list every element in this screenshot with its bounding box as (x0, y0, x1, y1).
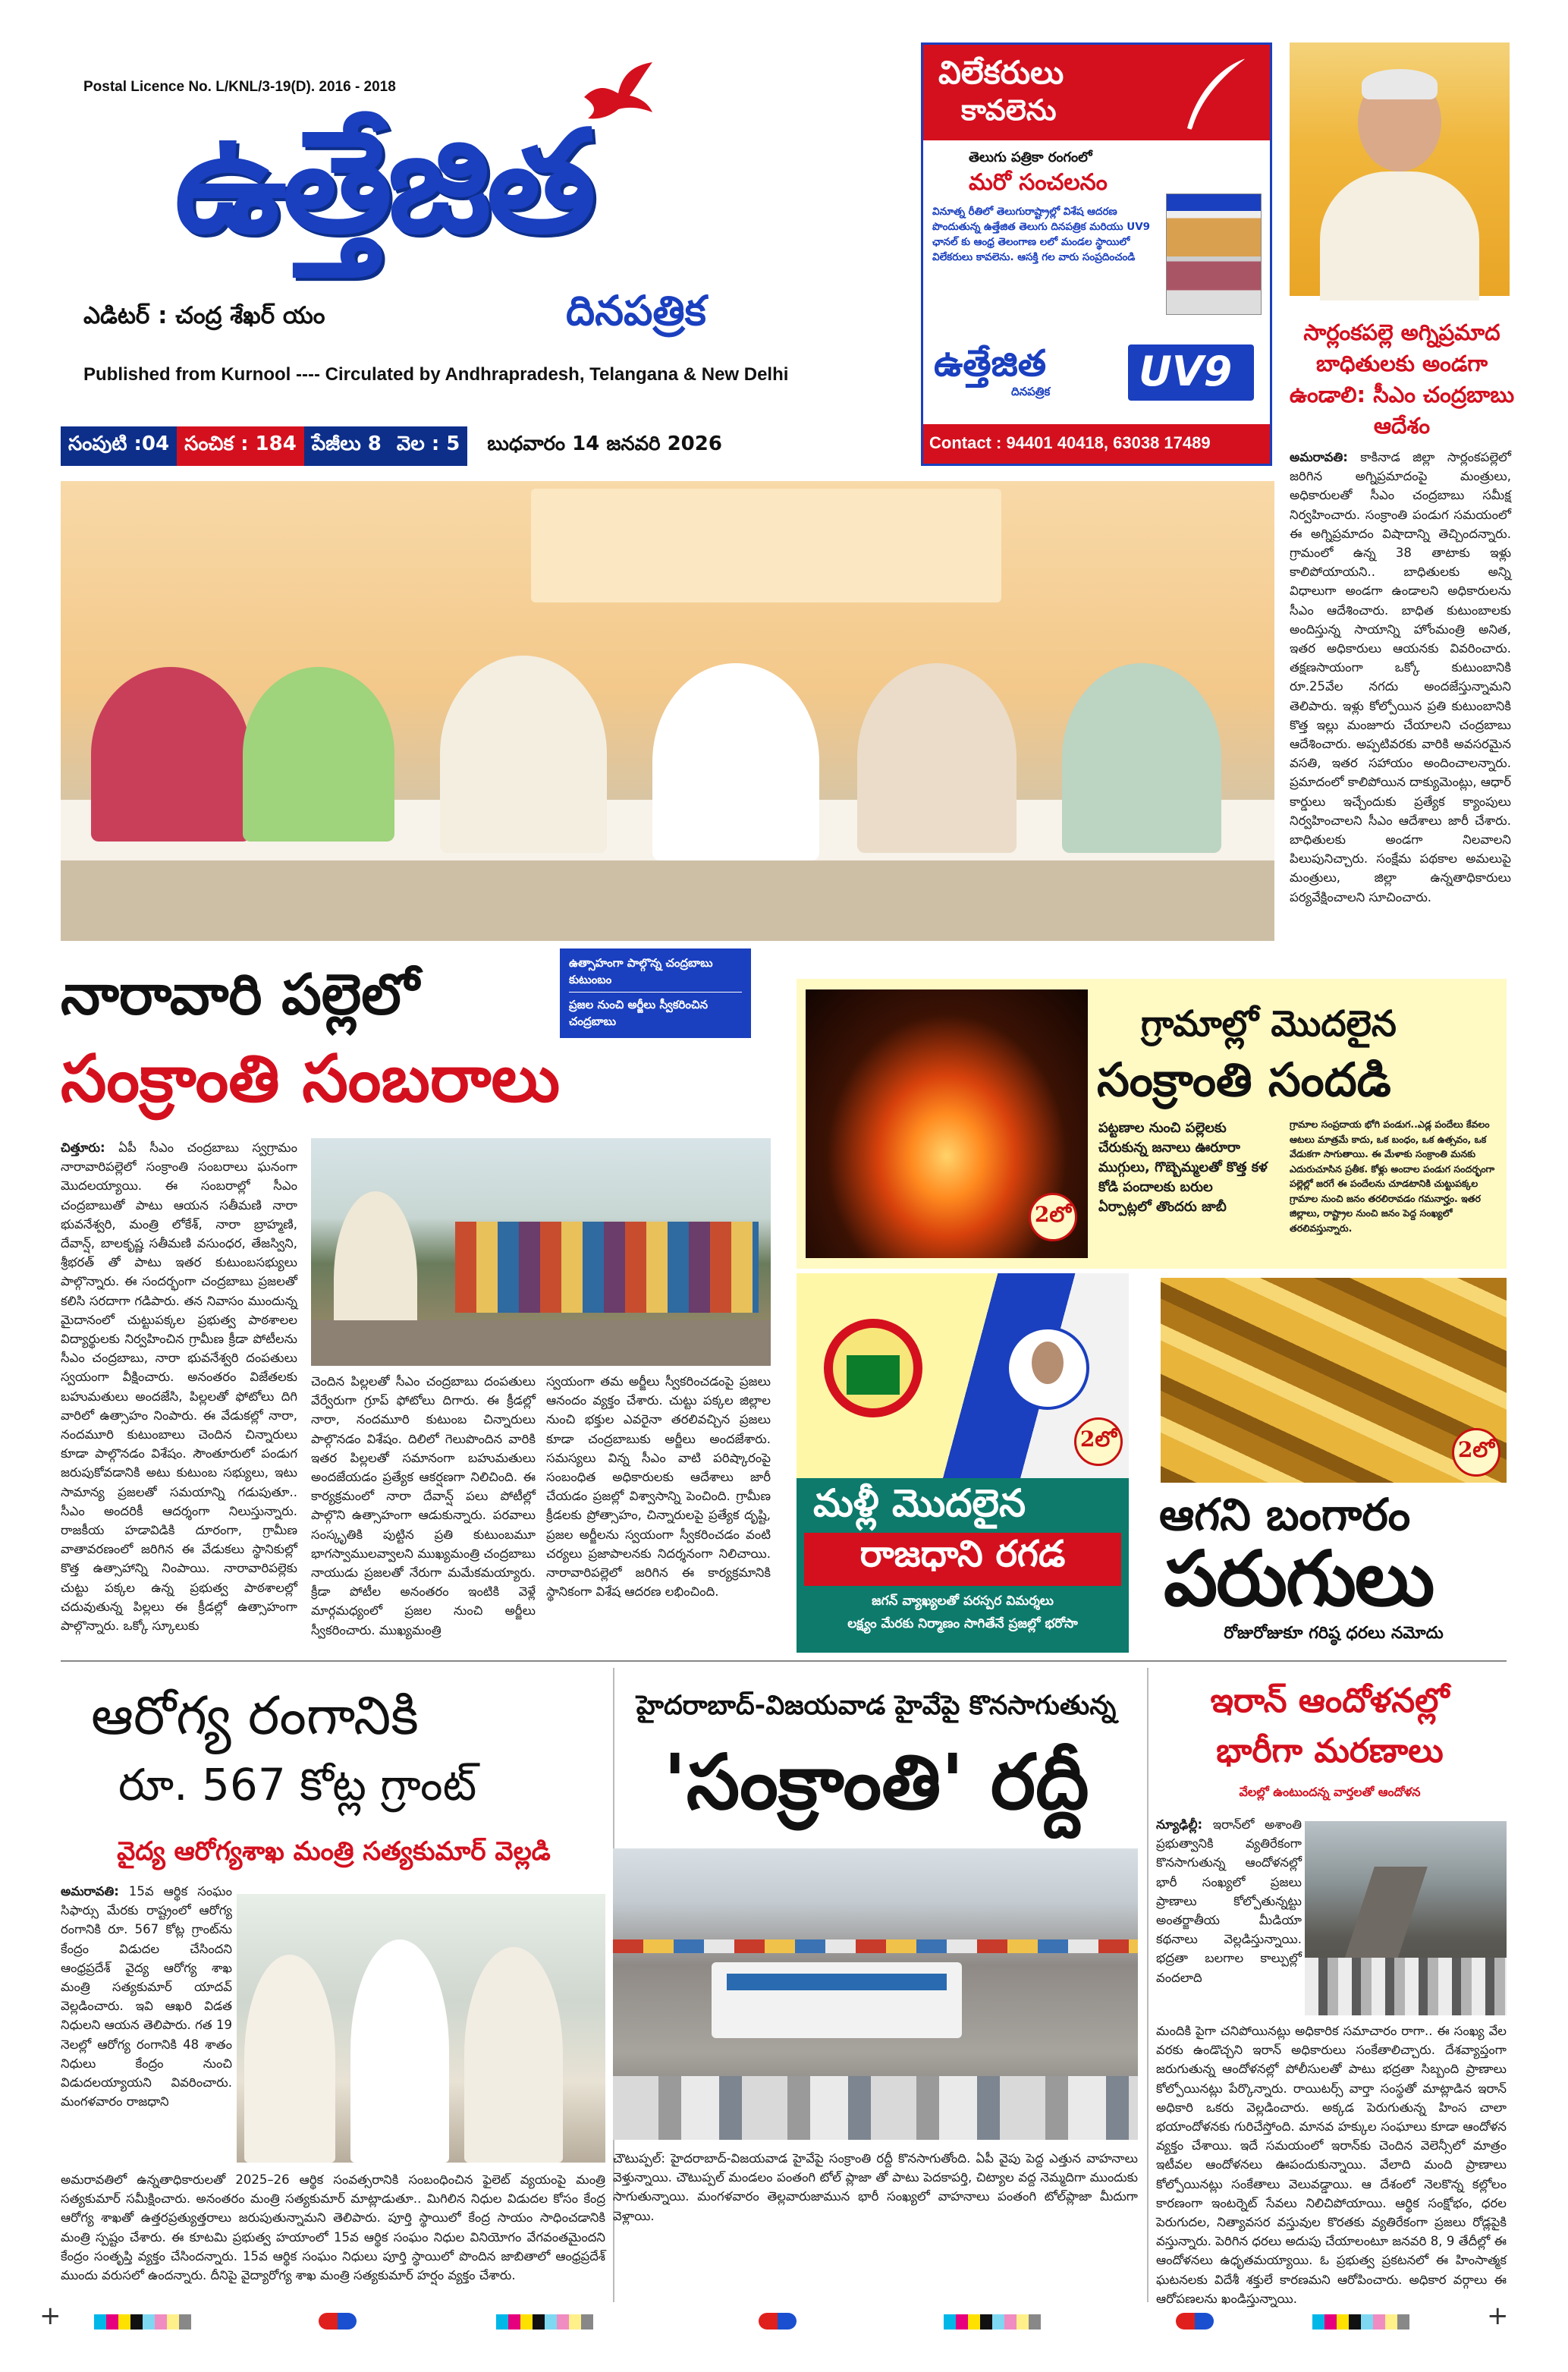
gold-headline-2: పరుగులు (1164, 1534, 1434, 1623)
postal-licence: Postal Licence No. L/KNL/3-19(D). 2016 - 2018 (83, 79, 396, 95)
ad-logo-sub: దినపత్రిక (1011, 385, 1051, 398)
health-headline-1: ఆరోగ్య రంగానికి (91, 1685, 419, 1747)
uv9-logo (1128, 344, 1254, 401)
masthead-title: ఉత్తేజిత (174, 99, 592, 264)
issue-label: సంచిక : 184 (177, 426, 304, 466)
health-dateline: అమరావతి: (61, 1884, 119, 1899)
color-bar-2 (496, 2314, 593, 2330)
lead-dateline: చిత్తూరు: (61, 1140, 105, 1155)
date-label: బుధవారం 14 జనవరి 2026 (467, 426, 893, 466)
lead-col-1 (61, 1138, 297, 1639)
capital-sub-1: జగన్ వ్యాఖ్యలతో పరస్పర విమర్శలు (872, 1593, 1054, 1609)
lead-headline-1: నారావారి పల్లెలో (61, 962, 419, 1027)
cm-portrait-photo (1290, 42, 1510, 296)
lead-col-3: స్వయంగా తమ అర్జీలు స్వీకరించడంపై ప్రజలు ఆనందం వ్యక్తం చేశారు. చుట్టు పక్కల జిల్లాల నుంచి భక్తుల ఎవరైనా తరలివచ్చిన ప్రజలు కూడా చంద్రబాబుకు అర్జీలు అందజేశారు. సమస్యలు విన్న సీఎం వాటి పరిష్కారంపై సంబంధిత అధికారులకు ఆదేశాలు జారీ చేయడం ప్రజల్లో విశ్వాసాన్ని పెంచింది. గ్రామీణ క్రీడలకు ప్రోత్సాహం, చిన్నారులపై ప్రత్యేక దృష్టి, ప్రజల అర్జీలను స్వయంగా స్వీకరించడం వంటి చర్యలు ప్రజాపాలనకు నిదర్శనంగా నిలిచాయి. నారావారిపల్లెలో జరిగిన ఈ కార్యక్రమానికి స్థానికంగా విశేష ఆదరణ లభించింది. (546, 1374, 771, 1600)
lead-headline-2: సంక్రాంతి సంబరాలు (61, 1041, 561, 1117)
gold-page-ref: 2లో (1452, 1428, 1500, 1477)
traffic-kicker: హైదరాబాద్-విజయవాడ హైవేపై కొనసాగుతున్న (636, 1691, 1117, 1721)
capital-headline-2: రాజధాని రగడ (804, 1533, 1121, 1586)
lead-side-note (560, 948, 751, 1038)
gold-sub: రోజురోజుకూ గరిష్ఠ ధరలు నమోదు (1224, 1624, 1444, 1643)
published-line: Published from Kurnool ---- Circulated by Andhrapradesh, Telangana & New Delhi (83, 364, 789, 385)
ad-heading-2: కావలెను (961, 93, 1057, 127)
village-headline-1: గ్రామాల్లో మొదలైన (1141, 1003, 1397, 1045)
lead-col-2: చెందిన పిల్లలతో సీఎం చంద్రబాబు దంపతులు వేర్వేరుగా గ్రూప్ ఫోటోలు దిగారు. ఈ క్రీడల్లో నారా, నందమూరి కుటుంబ చిన్నారులు పాల్గొనడం విశేషం. దిలిలో గెలుపొందిన వారికి ఇతర పిల్లలతో సమానంగా బహుమతులు అందజేయడం ప్రత్యేక ఆకర్షణగా నిలిచింది. ఈ కార్యక్రమంలో నారా దేవాన్ష్ పలు పోటీల్లో పాల్గొని ఉత్సాహంగా ఆడుకున్నారు. పరవాలు సంస్కృతికి పుట్టిన ప్రతి కుటుంబమూ భాగస్వాములవ్వాలని ముఖ్యమంత్రి చంద్రబాబు నాయుడు ప్రజలతో నేరుగా మమేకమయ్యారు. క్రీడా పోటీల అనంతరం ఇంటికి వెళ్లే మార్గమధ్యంలో ప్రజల నుంచి అర్జీలు స్వీకరించారు. ముఖ్యమంత్రి (311, 1374, 536, 1637)
health-bottom-text: అమరావతిలో ఉన్నతాధికారులతో 2025–26 ఆర్థిక సంవత్సరానికి సంబంధించిన ఫైలెట్ వ్యయంపై మంత్రి సత్యకుమార్ సమీక్షించారు. అనంతరం మంత్రి సత్యకుమార్ మాట్లాడుతూ.. మిగిలిన నిధుల విడుదల కోసం కేంద్ర ఆరోగ్య శాఖతో ఉత్తరప్రత్యుత్తరాలు జరుపుతున్నామని తెలిపారు. పూర్తి స్థాయిలో కేంద్ర సాయం సాధించడానికి మంత్రి స్పష్టం చేశారు. ఈ కూటమి ప్రభుత్వ హయాంలో 15వ ఆర్థిక సంఘం నిధుల వినియోగం వేగవంతమైందని కేంద్రం సంతృప్తి వ్యక్తం చేసిందన్నారు. 15వ ఆర్థిక సంఘం నిధులు పూర్తి స్థాయిలో పొందిన జాబితాలో ఆంధ్రప్రదేశ్ ముందు వరుసలో ఉందన్నారు. దీనిపై వైద్యారోగ్య శాఖ మంత్రి సత్యకుమార్ హర్షం వ్యక్తం చేశారు. (61, 2172, 605, 2283)
ad-newspaper-thumbnail (1166, 193, 1262, 315)
traffic-photo (613, 1848, 1138, 2140)
iran-photo (1305, 1821, 1507, 2015)
village-col-2: గ్రామాల సంప్రదాయ భోగి పండుగ..ఎడ్ల పందేలు కేవలం ఆటలు మాత్రమే కాదు, ఒక బంధం, ఒక ఉత్సవం, ఒక వేడుకగా సాగుతాయి. ఈ మేళాకు సంక్రాంతి మనకు ఎదురుచూసిన ప్రతీక. కోళ్లు అందాల పండుగ సందర్భంగా పల్లెల్లో జరగే ఈ పందేలను చూడటానికి చుట్టుపక్కల గ్రామాల నుంచి జనం తరలిరావడం గమనార్హం. ఇతర జిల్లాలు, రాష్ట్రాల నుంచి జనం పెద్ద సంఖ్యలో తరలివస్తున్నారు. (1290, 1118, 1495, 1234)
issue-bar (61, 426, 893, 466)
traffic-headline: 'సంక్రాంతి' రద్దీ (663, 1738, 1089, 1826)
side-story-text: కాకినాడ జిల్లా సార్లంకపల్లెలో జరిగిన అగ్నిప్రమాదంపై మంత్రులు, అధికారులతో సీఎం చంద్రబాబు సమీక్ష నిర్వహించారు. సంక్రాంతి పండుగ సమయంలో ఈ అగ్నిప్రమాదం విషాదాన్ని తెచ్చిందన్నారు. గ్రామంలో ఉన్న 38 తాటాకు ఇళ్లు కాలిపోయాయని.. బాధితులకు అన్ని విధాలుగా అండగా ఉండాలని అధికారులను సీఎం ఆదేశించారు. బాధిత కుటుంబాలకు అందిస్తున్న సాయాన్ని హోంమంత్రి అనిత, ఇతర అధికారులు ఆయనకు వివరించారు. తక్షణసాయంగా ఒక్కో కుటుంబానికి రూ.25వేల నగదు అందజేస్తున్నామని తెలిపారు. ఇళ్లు కోల్పోయిన ప్రతి కుటుంబానికి కొత్త ఇల్లు మంజూరు చేయాలని చంద్రబాబు ఆదేశించారు. అప్పటివరకు వారికి అవసరమైన వసతి, ఇతర సహాయం అందించాలన్నారు. ప్రమాదంలో కాలిపోయిన దాక్యుమెంట్లు, ఆధార్ కార్డులు ఇచ్చేందుకు ప్రత్యేక క్యాంపులు నిర్వహించాలని సీఎం ఆదేశాలు జారీ చేశారు. బాధితులకు అండగా నిలవాలని పిలుపునిచ్చారు. సంక్షేమ పథకాల అమలుపై మంత్రులు, జిల్లా ఉన్నతాధికారులు పర్యవేక్షించాలని సూచించారు. (1290, 450, 1511, 904)
volume-label: సంపుటి :04 (61, 426, 177, 466)
pages-label: పేజీలు 8 (304, 426, 389, 466)
iran-sub: వేలల్లో ఉంటుందన్న వార్తలతో ఆందోళన (1239, 1785, 1421, 1799)
ad-contact: Contact : 94401 40418, 63038 17489 (923, 424, 1270, 464)
ad-logo-name: ఉత్తేజిత (934, 342, 1047, 385)
side-story-body (1290, 448, 1511, 961)
color-bar-4 (1312, 2314, 1409, 2330)
iran-col-1-text: ఇరాన్‌లో అశాంతి ప్రభుత్వానికి వ్యతిరేకంగా కొనసాగుతున్న ఆందోళనల్లో భారీ సంఖ్యలో ప్రజలు ప్రాణాలు కోల్పోతున్నట్టు అంతర్జాతీయ మీడియా కథనాలు వెల్లడిస్తున్నాయి. భద్రతా బలగాల కాల్పుల్లో వందలాది (1156, 1817, 1302, 1985)
iran-headline-1: ఇరాన్ ఆందోళనల్లో (1210, 1681, 1450, 1720)
lead-col-1-text: ఏపీ సీఎం చంద్రబాబు స్వగ్రామం నారావారిపల్లెలో సంక్రాంతి సంబరాలు ఘనంగా మొదలయ్యాయి. ఈ సంబరాల్లో సీఎం చంద్రబాబుతో పాటు ఆయన సతీమణి నారా భువనేశ్వరి, మంత్రి లోకేశ్, నారా బ్రాహ్మణి, దేవాన్ష్, బాలకృష్ణ సతీమణి వసుంధర, తేజస్విని, శ్రీభరత్ తో పాటు ఇతర కుటుంబసభ్యులు పాల్గొన్నారు. ఈ సందర్భంగా చంద్రబాబు ప్రజలతో కలిసి సరదాగా గడిపారు. తన నివాసం ముందున్న మైదానంలో చుట్టుపక్కల ప్రభుత్వ పాఠశాలల విద్యార్థులకు నిర్వహించిన గ్రామీణ క్రీడా పోటీలను సీఎం చంద్రబాబు, నారా భువనేశ్వరి దంపతులు స్వయంగా వీక్షించారు. అనంతరం విజేతలకు బహుమతులు అందజేసి, పిల్లలతో ఫోటోలు దిగి వారిలో ఉత్సాహం నింపారు. ఈ వేడుకల్లో నారా, నందమూరి కుటుంబాలు చెందిన చిన్నారులు కూడా పాల్గొనడం విశేషం. సౌంతూరులో పండుగ జరుపుకోవడానికి అటు కుటుంబ సభ్యులు, ఇటు సామాన్య ప్రజలతో సమయాన్ని గడుపుతూ.. సీఎం అందరికీ ఆదర్శంగా నిలుస్తున్నారు. రాజకీయ హడావిడికి దూరంగా, గ్రామీణ వాతావరణంలో జరిగిన ఈ వేడుకలు స్థానికుల్లో కొత్త ఉత్సాహాన్ని నింపాయి. నారావారిపల్లెకు చుట్టు పక్కల ఉన్న ప్రభుత్వ పాఠశాలల్లో చదువుతున్న పిల్లలు ఈ క్రీడల్లో ఉత్సాహంగా పాల్గొన్నారు. ఒక్కో స్కూలుకు (61, 1140, 298, 1634)
health-col-1-text: 15వ ఆర్థిక సంఘం సిఫార్సు మేరకు రాష్ట్రంలో ఆరోగ్య రంగానికి రూ. 567 కోట్ల గ్రాంట్‌ను కేంద్రం విడుదల చేసిందని ఆంధ్రప్రదేశ్ వైద్య ఆరోగ్య శాఖ మంత్రి సత్యకుమార్ యాదవ్ వెల్లడించారు. ఇవి ఆఖరి విడత నిధులని ఆయన తెలిపారు. గత 19 నెలల్లో ఆరోగ్య రంగానికి 48 శాతం నిధులు కేంద్రం నుంచి విడుదలయ్యాయని వివరించారు. మంగళవారం రాజధాని (61, 1884, 232, 2109)
reporters-ad (921, 42, 1272, 466)
health-col-1 (61, 1882, 232, 2167)
iran-bottom-text: మందికి పైగా చనిపోయినట్లు అధికారిక సమాచారం రాగా.. ఈ సంఖ్య వేల వరకు ఉండొచ్చని ఇరాన్ అధికారులు సంకేతాలిచ్చారు. దేశవ్యాప్తంగా జరుగుతున్న ఆందోళనల్లో పోలీసులతో పాటు భద్రతా సిబ్బంది ప్రాణాలు కోల్పోయినట్లు పేర్కొన్నారు. రాయిటర్స్ వార్తా సంస్థతో మాట్లాడిన ఇరాన్ అధికారి ఒకరు వెల్లడించారు. అక్కడ పెరుగుతున్న హింస చాలా భయాందోళనకు గురిచేస్తోంది. మానవ హక్కుల సంఘాలు కూడా ఆందోళన వ్యక్తం చేశాయి. ఇదే సమయంలో ఇరాన్‌కు చెందిన వెలెన్సీలో మాత్రం ఇటీవల ఆందోళనలు ఊపందుకున్నాయి. వేలాది మంది ప్రాణాలు కోల్పోయినట్లు సంకేతాలు వెలువడ్డాయి. ఆ దేశంలో నెలకొన్న కల్లోలం కారణంగా ఇంటర్నెట్ సేవలు నిలిచిపోయాయి. ఆర్థిక సంక్షోభం, ధరల పెరుగుదల, నిత్యావసర వస్తువుల కొరతకు వ్యతిరేకంగా ప్రజలు రోడ్లపైకి వస్తున్నారు. పెరిగిన ధరలు అదుపు చేయాలంటూ జనవరి 8, 9 తేదీల్లో ఈ ఆందోళనలు ఉధృతమయ్యాయి. ఓ ప్రభుత్వ ప్రకటనలో ఈ హింసాత్మక ఘటనలకు విదేశీ శక్తులే కారణమని ఆరోపించారు. అధికార వర్గాలు ఈ ఆరోపణలను ఖండిస్తున్నాయి. (1156, 2024, 1507, 2306)
column-divider-2 (1147, 1668, 1149, 2302)
lead-inset-photo (311, 1138, 771, 1366)
side-story-headline: సార్లంకపల్లె అగ్నిప్రమాద బాధితులకు అండగా ఉండాలి: సీఎం చంద్రబాబు ఆదేశం (1289, 319, 1515, 439)
side-story-dateline: అమరావతి: (1290, 450, 1348, 464)
crop-mark-left: + (39, 2301, 61, 2331)
color-bar-3 (944, 2314, 1041, 2330)
health-headline-2: రూ. 567 కోట్ల గ్రాంట్ (118, 1759, 477, 1810)
iran-col-1 (1156, 1815, 1302, 2017)
lead-side-note-2: ప్రజల నుంచి అర్జీలు స్వీకరించిన చంద్రబాబు (569, 998, 709, 1028)
editor-label: ఎడిటర్ : చంద్ర శేఖర్ యం (83, 302, 325, 329)
lead-side-note-1: ఉత్సాహంగా పాల్గొన్న చంద్రబాబు కుటుంబం (569, 955, 742, 993)
masthead-subtitle: దినపత్రిక (566, 287, 706, 335)
ad-heading-1: విలేకరులు (938, 54, 1064, 91)
quill-icon (1174, 52, 1257, 136)
gold-headline-1: ఆగని బంగారం (1159, 1489, 1411, 1540)
health-sub: వైద్య ఆరోగ్యశాఖ మంత్రి సత్యకుమార్ వెల్లడి (117, 1836, 551, 1867)
village-headline-2: సంక్రాంతి సందడి (1097, 1053, 1391, 1107)
ad-line-2: మరో సంచలనం (969, 169, 1108, 196)
color-bar-1 (94, 2314, 191, 2330)
iran-headline-2: భారీగా మరణాలు (1216, 1732, 1444, 1770)
capital-page-ref: 2లో (1074, 1417, 1123, 1466)
traffic-caption: చౌటుప్పల్: హైదరాబాద్-విజయవాడ హైవేపై సంక్రాంతి రద్దీ కొనసాగుతోంది. ఏపీ వైపు పెద్ద ఎత్తున వాహనాలు వెళ్తున్నాయి. చౌటుప్పల్ మండలం పంతంగి టోల్ ప్లాజా తో పాటు పెదకాపర్తి, చిట్యాల వద్ద నెమ్మదిగా ముందుకు సాగుతున్నాయి. మంగళవారం తెల్లవారుజామున భారీ సంఖ్యలో వాహనాలు పంతంగి టోల్‌ప్లాజా మీదుగా వెళ్లాయి. (613, 2151, 1138, 2223)
price-label: వెల : 5 (389, 426, 468, 466)
capital-sub-2: లక్ష్యం మేరకు నిర్మాణం సాగితేనే ప్రజల్లో భరోసా (847, 1616, 1078, 1631)
uv9-text: UV9 (1139, 348, 1233, 395)
registration-dot-3 (1176, 2313, 1214, 2330)
health-photo (237, 1894, 605, 2163)
lead-photo (61, 481, 1274, 941)
crop-mark-right: + (1487, 2301, 1509, 2331)
village-page-ref: 2లో (1029, 1193, 1077, 1241)
village-col-1: పట్టణాల నుంచి పల్లెలకు చేరుకున్న జనాలు ఊరూరా ముగ్గులు, గొబ్బెమ్మలతో కొత్త కళ కోడి పందాలకు బరుల ఏర్పాట్లలో తొందరు జాబీ (1098, 1120, 1268, 1215)
section-divider (61, 1660, 1507, 1662)
ad-line-1: తెలుగు పత్రికా రంగంలో (969, 149, 1092, 165)
registration-dot-1 (319, 2313, 357, 2330)
capital-headline-1: మళ్లీ మొదలైన (813, 1481, 1026, 1525)
iran-dateline: న్యూఢిల్లీ: (1156, 1817, 1203, 1832)
registration-dot-2 (759, 2313, 797, 2330)
ad-body: వినూత్న రీతిలో తెలుగురాష్ట్రాల్లో విశేష ఆదరణ పొందుతున్న ఉత్తేజిత తెలుగు దినపత్రిక మరియు UV9 ఛానల్ కు ఆంధ్ర తెలంగాణ లలో మండల స్థాయిలో విలేకరులు కావలెను. ఆసక్తి గల వారు సంప్రదించండి (932, 206, 1151, 263)
